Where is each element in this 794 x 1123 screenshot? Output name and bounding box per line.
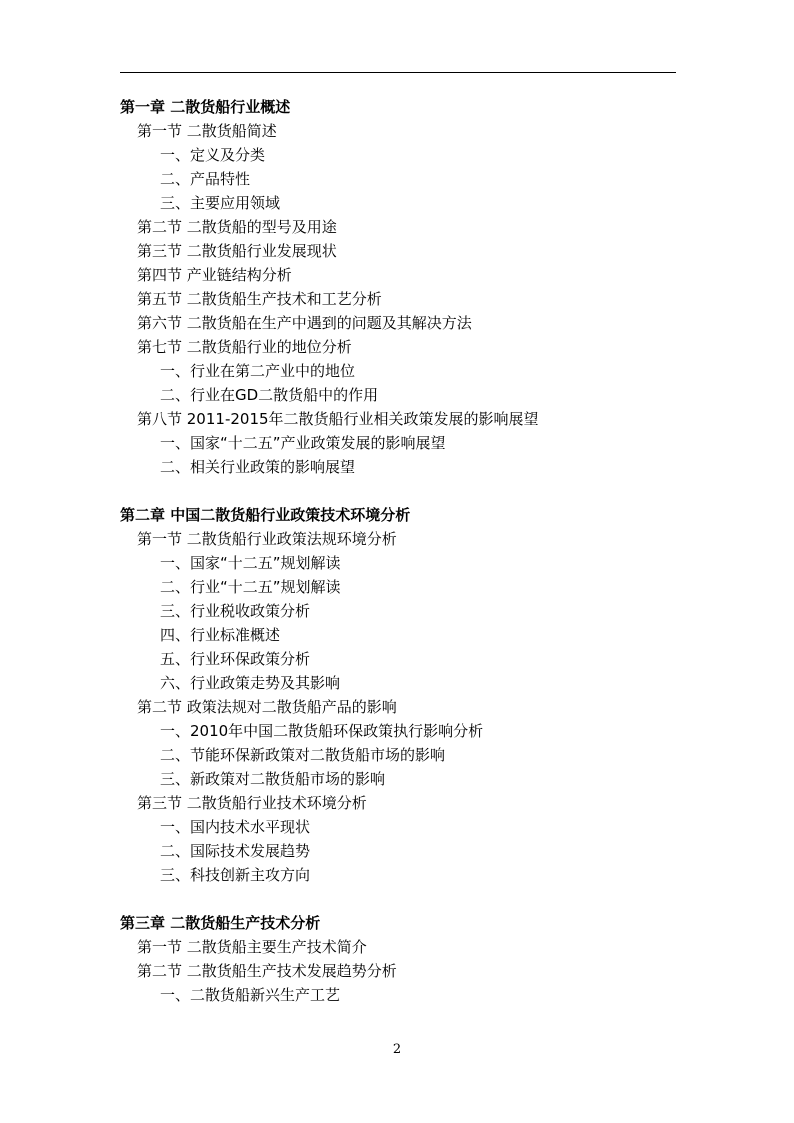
section-title: 第一节 二散货船行业政策法规环境分析 — [137, 530, 397, 548]
subsection-item: 一、国家“十二五”规划解读 — [160, 554, 341, 572]
section-title: 第一节 二散货船简述 — [137, 122, 277, 140]
subsection-item: 一、行业在第二产业中的地位 — [160, 362, 356, 380]
chapter-title: 第三章 二散货船生产技术分析 — [120, 914, 321, 932]
section-title: 第二节 二散货船的型号及用途 — [137, 218, 337, 236]
subsection-item: 二、行业“十二五”规划解读 — [160, 578, 341, 596]
subsection-item: 二、节能环保新政策对二散货船市场的影响 — [160, 746, 446, 764]
subsection-item: 一、国家“十二五”产业政策发展的影响展望 — [160, 434, 446, 452]
subsection-item: 三、行业税收政策分析 — [160, 602, 311, 620]
table-of-contents — [0, 95, 794, 1031]
section-title: 第七节 二散货船行业的地位分析 — [137, 338, 352, 356]
section-title: 第二节 二散货船生产技术发展趋势分析 — [137, 962, 397, 980]
section-title: 第四节 产业链结构分析 — [137, 266, 292, 284]
section-title: 第八节 2011-2015年二散货船行业相关政策发展的影响展望 — [137, 410, 539, 428]
section-title: 第五节 二散货船生产技术和工艺分析 — [137, 290, 382, 308]
subsection-item: 一、2010年中国二散货船环保政策执行影响分析 — [160, 722, 484, 740]
header-rule — [120, 72, 676, 73]
subsection-item: 三、科技创新主攻方向 — [160, 866, 311, 884]
subsection-item: 四、行业标准概述 — [160, 626, 281, 644]
subsection-item: 六、行业政策走势及其影响 — [160, 674, 341, 692]
chapter-title: 第一章 二散货船行业概述 — [120, 98, 291, 116]
subsection-item: 三、新政策对二散货船市场的影响 — [160, 770, 386, 788]
section-title: 第二节 政策法规对二散货船产品的影响 — [137, 698, 397, 716]
subsection-item: 一、国内技术水平现状 — [160, 818, 311, 836]
section-title: 第六节 二散货船在生产中遇到的问题及其解决方法 — [137, 314, 472, 332]
section-title: 第三节 二散货船行业发展现状 — [137, 242, 337, 260]
section-title: 第三节 二散货船行业技术环境分析 — [137, 794, 367, 812]
chapter-block — [0, 911, 794, 1007]
subsection-item: 二、行业在GD二散货船中的作用 — [160, 386, 379, 404]
subsection-item: 一、定义及分类 — [160, 146, 266, 164]
subsection-item: 三、主要应用领域 — [160, 194, 281, 212]
chapter-block — [0, 95, 794, 479]
chapter-title: 第二章 中国二散货船行业政策技术环境分析 — [120, 506, 411, 524]
section-title: 第一节 二散货船主要生产技术简介 — [137, 938, 367, 956]
subsection-item: 二、国际技术发展趋势 — [160, 842, 311, 860]
chapter-block — [0, 503, 794, 887]
subsection-item: 一、二散货船新兴生产工艺 — [160, 986, 341, 1004]
subsection-item: 五、行业环保政策分析 — [160, 650, 311, 668]
subsection-item: 二、相关行业政策的影响展望 — [160, 458, 356, 476]
subsection-item: 二、产品特性 — [160, 170, 251, 188]
page-number: 2 — [392, 1042, 402, 1057]
